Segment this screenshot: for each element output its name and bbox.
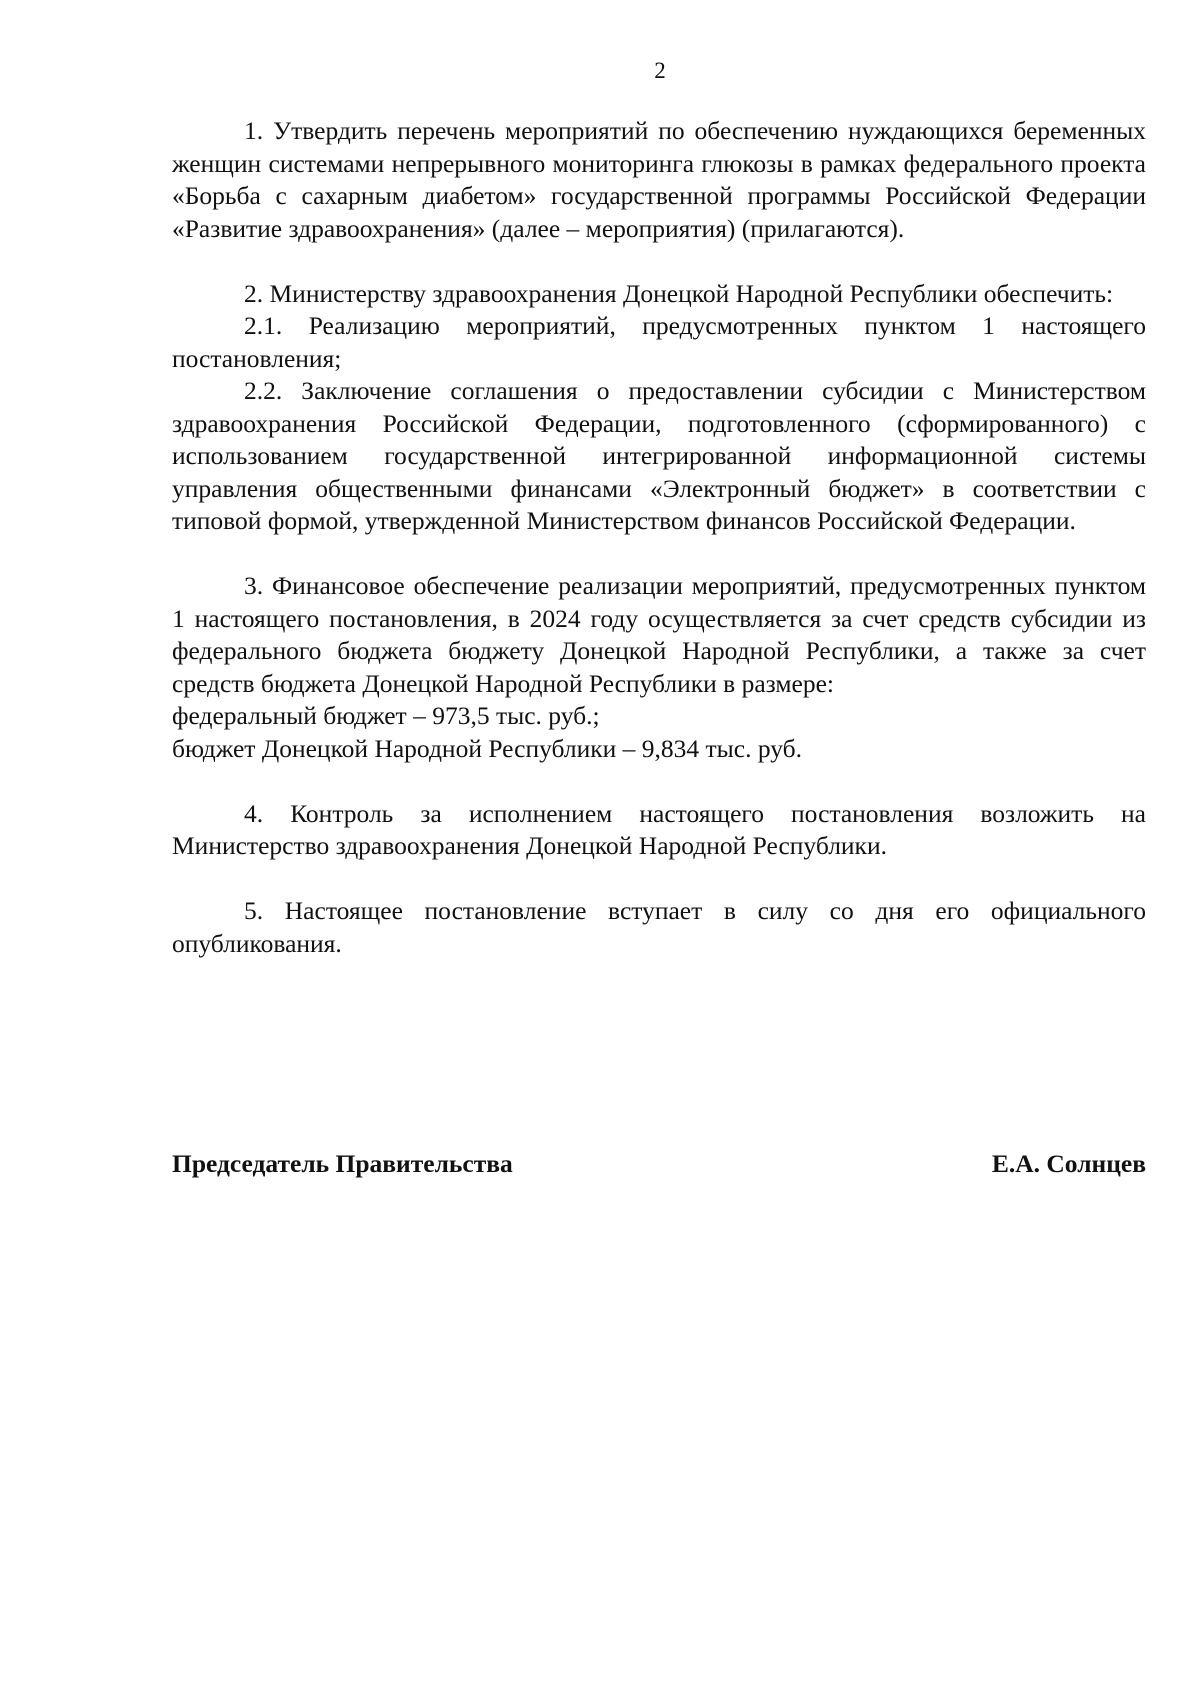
signatory-position: Председатель Правительства xyxy=(172,1149,513,1178)
paragraph-3-financing: 3. Финансовое обеспечение реализации мероприятий, предусмотренных пунктом 1 настоящего постановления, в 2024 году осуществляется за счет средств субсидии из федерального бюджета бюджету Донецкой Народной Республики, а также за счет средств бюджета Донецкой Народной Республики в размере: xyxy=(172,571,1146,698)
paragraph-2-ministry-tasks: 2. Министерству здравоохранения Донецкой Народной Республики обеспечить: xyxy=(244,278,1114,308)
paragraph-4-control: 4. Контроль за исполнением настоящего постановления возложить на Министерство здравоохранения Донецкой Народной Республики. xyxy=(172,798,1146,860)
paragraph-1-approve-list: 1. Утвердить перечень мероприятий по обеспечению нуждающихся беременных женщин системами непрерывного мониторинга глюкозы в рамках федерального проекта «Борьба с сахарным диабетом» государственной программы Российской Федерации «Развитие здравоохранения» (далее – мероприятия) (прилагаются). xyxy=(172,116,1146,243)
paragraph-2-2-agreement: 2.2. Заключение соглашения о предоставлении субсидии с Министерством здравоохранения Российской Федерации, подготовленного (сформированного) с использованием государственной интегрированной информационной системы управления общественными финансами «Электронный бюджет» в соответствии с типовой формой, утвержденной Министерством финансов Российской Федерации. xyxy=(172,376,1146,535)
signatory-name: Е.А. Солнцев xyxy=(991,1149,1146,1178)
paragraph-2-1-implementation: 2.1. Реализацию мероприятий, предусмотренных пунктом 1 настоящего постановления; xyxy=(172,311,1146,373)
signature-block xyxy=(172,1148,1146,1181)
republic-budget-line: бюджет Донецкой Народной Республики – 9,834 тыс. руб. xyxy=(172,733,803,763)
document-body xyxy=(172,115,1146,960)
paragraph-5-entry-into-force: 5. Настоящее постановление вступает в силу со дня его официального опубликования. xyxy=(172,896,1146,958)
page-number: 2 xyxy=(654,58,666,83)
federal-budget-line: федеральный бюджет – 973,5 тыс. руб.; xyxy=(172,701,600,730)
